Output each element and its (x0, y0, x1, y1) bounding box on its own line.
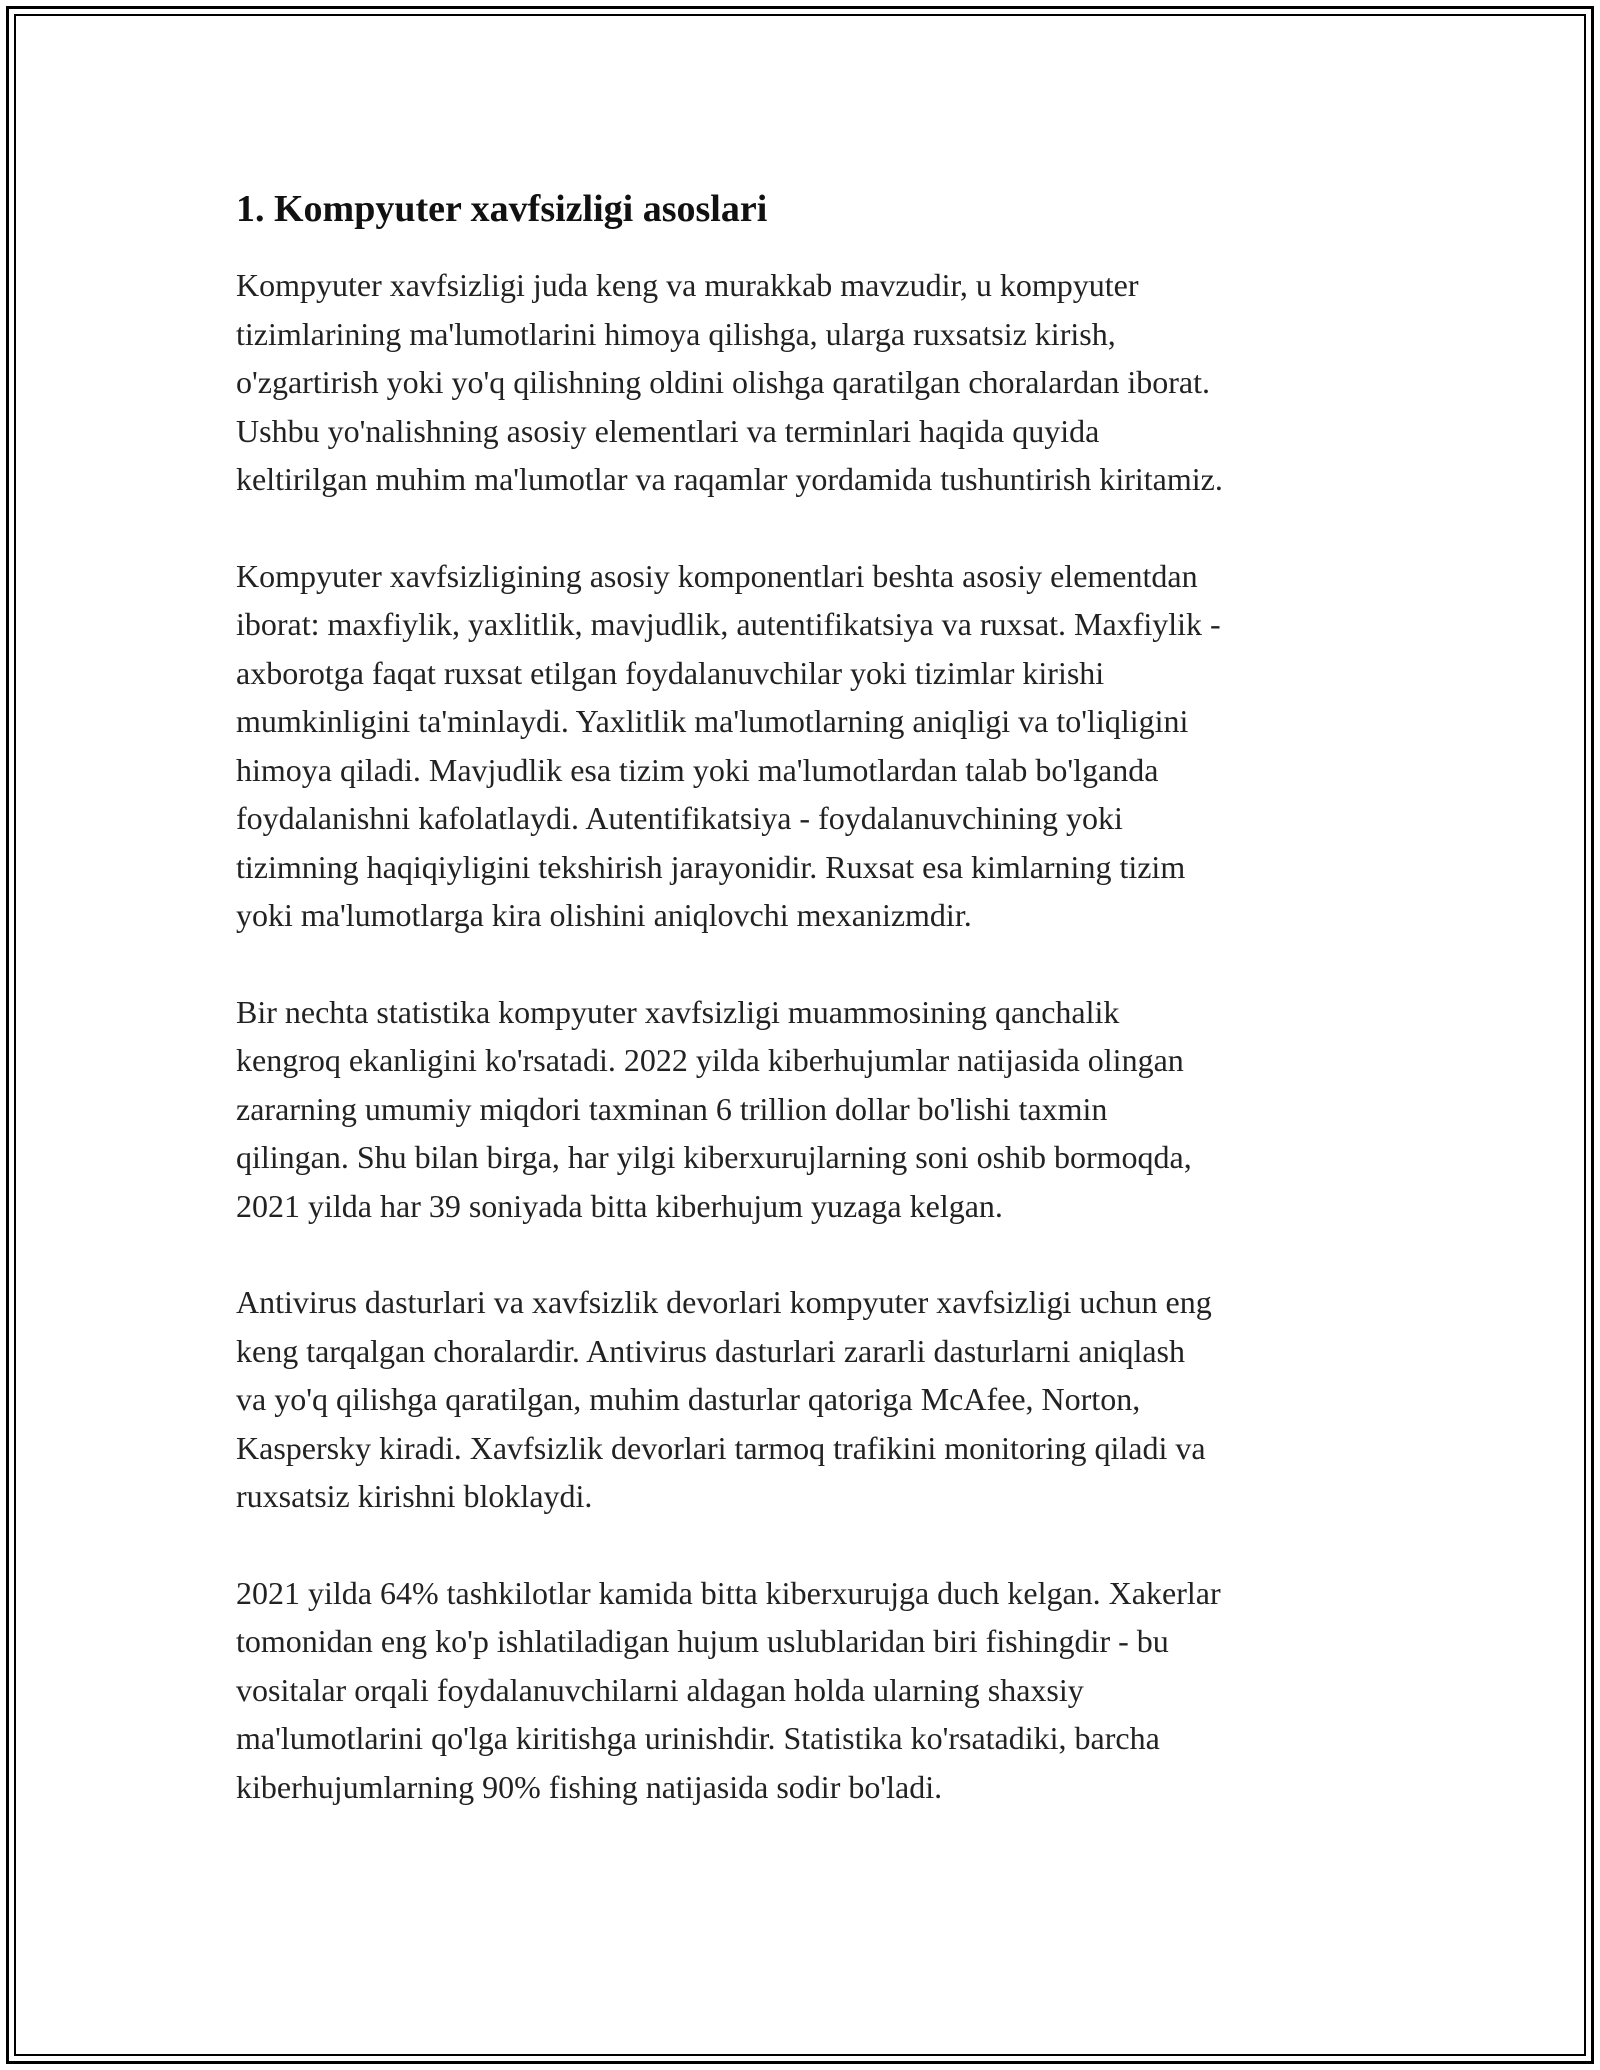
text-line: qilingan. Shu bilan birga, har yilgi kiberxurujlarning soni oshib bormoqda, (236, 1139, 1192, 1175)
text-line: tizimning haqiqiyligini tekshirish jarayonidir. Ruxsat esa kimlarning tizim (236, 848, 1186, 885)
text-line: iborat: maxfiylik, yaxlitlik, mavjudlik, autentifikatsiya va ruxsat. Maxfiylik - (236, 606, 1221, 642)
text-line: Antivirus dasturlari va xavfsizlik devorlari kompyuter xavfsizligi uchun eng (236, 1284, 1212, 1320)
document-body (236, 185, 1386, 1859)
text-line: 2021 yilda 64% tashkilotlar kamida bitta kiberxurujga duch kelgan. Xakerlar (236, 1574, 1221, 1611)
section-title: 1. Kompyuter xavfsizligi asoslari (236, 188, 768, 230)
text-line: ruxsatsiz kirishni bloklaydi. (236, 1478, 593, 1514)
paragraph-intro (236, 261, 1386, 504)
text-line: himoya qiladi. Mavjudlik esa tizim yoki ma'lumotlardan talab bo'lganda (236, 751, 1159, 788)
paragraph-antivirus (236, 1278, 1386, 1521)
text-line: kengroq ekanligini ko'rsatadi. 2022 yilda kiberhujumlar natijasida olingan (236, 1042, 1184, 1078)
text-line: kiberhujumlarning 90% fishing natijasida sodir bo'ladi. (236, 1768, 943, 1805)
text-line: zararning umumiy miqdori taxminan 6 trillion dollar bo'lishi taxmin (236, 1090, 1108, 1127)
paragraph-phishing (236, 1569, 1386, 1812)
text-line: Kompyuter xavfsizligining asosiy komponentlari beshta asosiy elementdan (236, 557, 1198, 594)
text-line: tomonidan eng ko'p ishlatiladigan hujum uslublaridan biri fishingdir - bu (236, 1623, 1169, 1659)
paragraph-components (236, 552, 1386, 940)
text-line: mumkinligini ta'minlaydi. Yaxlitlik ma'lumotlarning aniqligi va to'liqligini (236, 703, 1189, 739)
text-line: Kaspersky kiradi. Xavfsizlik devorlari tarmoq trafikini monitoring qiladi va (236, 1429, 1206, 1466)
text-line: va yo'q qilishga qaratilgan, muhim dasturlar qatoriga McAfee, Norton, (236, 1381, 1141, 1417)
text-line: ma'lumotlarini qo'lga kiritishga urinishdir. Statistika ko'rsatadiki, barcha (236, 1720, 1160, 1756)
text-line: o'zgartirish yoki yo'q qilishning oldini olishga qaratilgan choralardan iborat. (236, 364, 1210, 400)
text-line: vositalar orqali foydalanuvchilarni aldagan holda ularning shaxsiy (236, 1671, 1084, 1708)
text-line: Ushbu yo'nalishning asosiy elementlari va terminlari haqida quyida (236, 412, 1100, 449)
text-line: axborotga faqat ruxsat etilgan foydalanuvchilar yoki tizimlar kirishi (236, 654, 1105, 691)
text-line: keltirilgan muhim ma'lumotlar va raqamlar yordamida tushuntirish kiritamiz. (236, 461, 1223, 497)
text-line: keng tarqalgan choralardir. Antivirus dasturlari zararli dasturlarni aniqlash (236, 1332, 1185, 1369)
text-line: 2021 yilda har 39 soniyada bitta kiberhujum yuzaga kelgan. (236, 1187, 1003, 1224)
text-line: Bir nechta statistika kompyuter xavfsizligi muammosining qanchalik (236, 993, 1120, 1030)
paragraph-statistics (236, 988, 1386, 1231)
text-line: yoki ma'lumotlarga kira olishini aniqlovchi mexanizmdir. (236, 897, 972, 933)
text-line: Kompyuter xavfsizligi juda keng va murakkab mavzudir, u kompyuter (236, 267, 1139, 303)
text-line: foydalanishni kafolatlaydi. Autentifikatsiya - foydalanuvchining yoki (236, 800, 1123, 836)
text-line: tizimlarining ma'lumotlarini himoya qilishga, ularga ruxsatsiz kirish, (236, 315, 1116, 352)
